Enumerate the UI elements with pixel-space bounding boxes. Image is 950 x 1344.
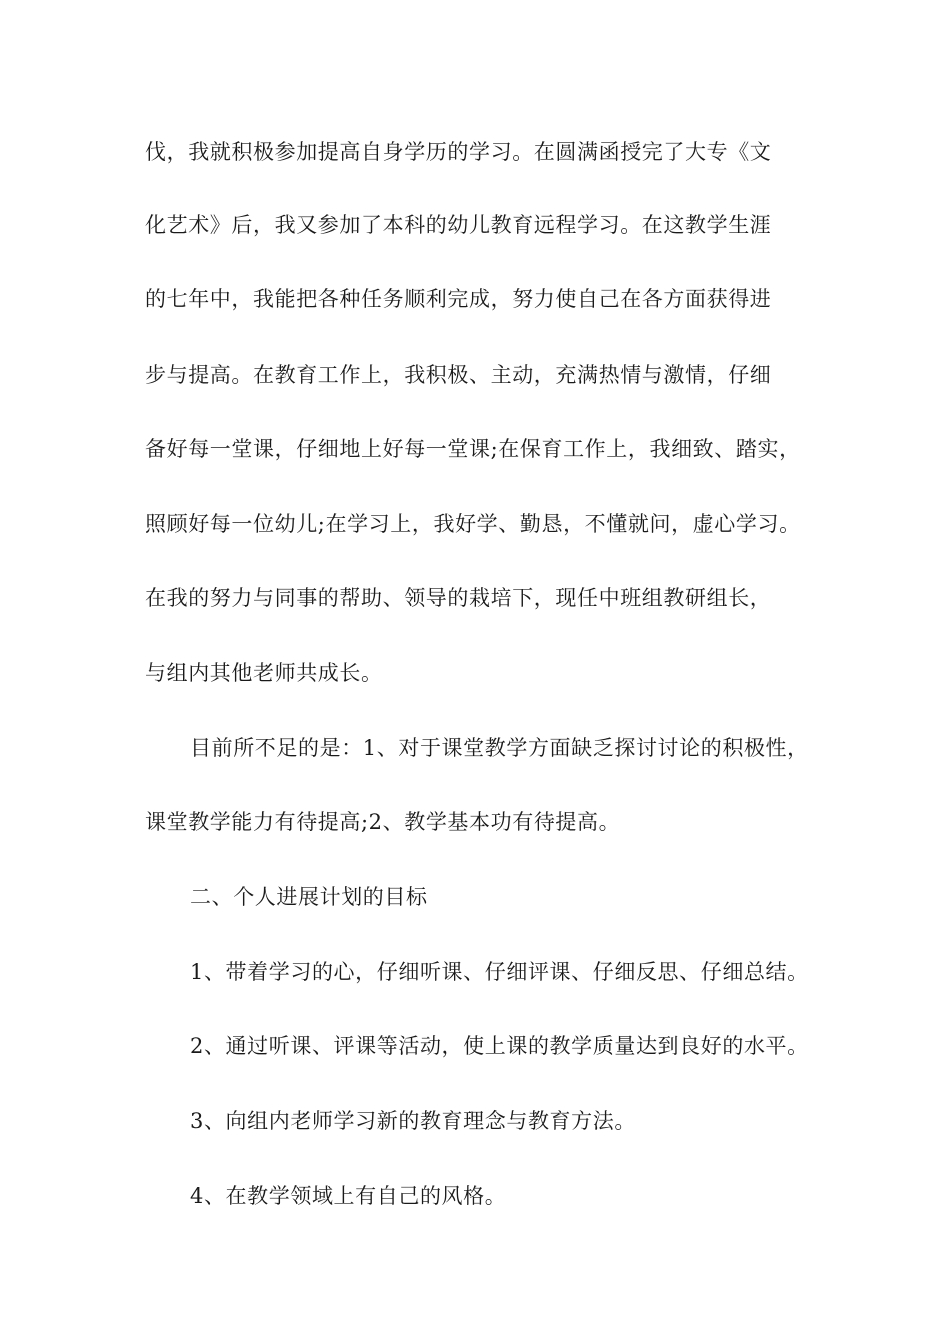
paragraph-line: 备好每一堂课，仔细地上好每一堂课;在保育工作上，我细致、踏实， xyxy=(145,437,801,461)
paragraph-line: 伐，我就积极参加提高自身学历的学习。在圆满函授完了大专《文 xyxy=(145,140,772,164)
paragraph-line: 步与提高。在教育工作上，我积极、主动，充满热情与激情，仔细 xyxy=(145,363,772,387)
paragraph-line: 目前所不足的是：1、对于课堂教学方面缺乏探讨讨论的积极性， xyxy=(190,736,809,760)
list-item: 4、在教学领域上有自己的风格。 xyxy=(190,1184,507,1208)
list-item: 1、带着学习的心，仔细听课、仔细评课、仔细反思、仔细总结。 xyxy=(190,960,809,984)
list-item: 3、向组内老师学习新的教育理念与教育方法。 xyxy=(190,1109,636,1133)
paragraph-line: 与组内其他老师共成长。 xyxy=(145,661,383,685)
paragraph-line: 课堂教学能力有待提高;2、教学基本功有待提高。 xyxy=(145,810,621,834)
paragraph-line: 化艺术》后，我又参加了本科的幼儿教育远程学习。在这教学生涯 xyxy=(145,213,772,237)
list-item: 2、通过听课、评课等活动，使上课的教学质量达到良好的水平。 xyxy=(190,1034,809,1058)
paragraph-line: 的七年中，我能把各种任务顺利完成，努力使自己在各方面获得进 xyxy=(145,287,772,311)
paragraph-line: 在我的努力与同事的帮助、领导的栽培下，现任中班组教研组长， xyxy=(145,586,772,610)
paragraph-line: 照顾好每一位幼儿;在学习上，我好学、勤恳，不懂就问，虚心学习。 xyxy=(145,512,801,536)
section-heading: 二、个人进展计划的目标 xyxy=(190,885,428,909)
